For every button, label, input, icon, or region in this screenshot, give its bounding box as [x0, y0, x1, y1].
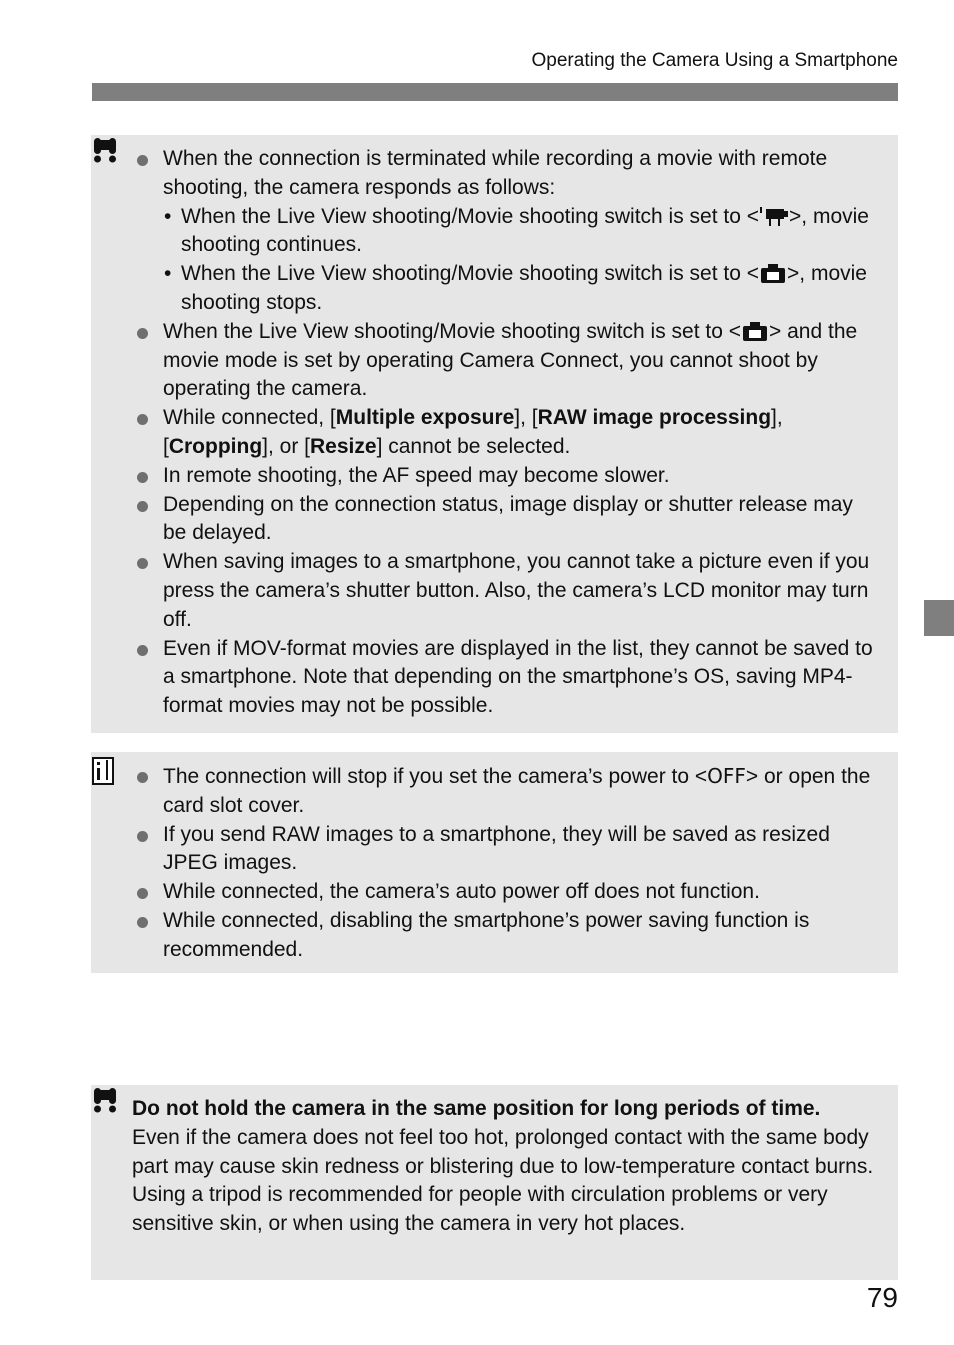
sub-item-text: >, movie shooting continues.: [181, 204, 869, 257]
list-item: [136, 145, 880, 318]
off-mark: OFF: [707, 764, 746, 788]
bullet: [137, 472, 148, 483]
item-text: Depending on the connection status, image display or shutter release may be delayed.: [163, 492, 853, 545]
menu-term: RAW image processing: [537, 406, 772, 430]
bullet: [137, 645, 148, 656]
bullet: [137, 501, 148, 512]
page-number: 79: [866, 1282, 898, 1313]
item-text: When saving images to a smartphone, you cannot take a picture even if you press the camera’s shutter button. Also, the camera’s LCD monitor may turn off.: [163, 550, 870, 631]
warning-title: Do not hold the camera in the same position for long periods of time.: [132, 1097, 821, 1120]
bullet: [137, 328, 148, 339]
sub-item: [136, 260, 880, 318]
sub-item-text: >, movie shooting stops.: [181, 262, 867, 314]
menu-term: Cropping: [168, 434, 263, 458]
list-item: [136, 878, 880, 907]
list-item: [136, 907, 880, 965]
item-text: When the connection is terminated while recording a movie with remote shooting, the camera responds as follows:: [163, 147, 828, 199]
menu-term: Multiple exposure: [335, 406, 515, 430]
header-bar: [92, 83, 898, 101]
bullet: [137, 414, 148, 425]
sub-item-text: When the Live View shooting/Movie shooting switch is set to <: [181, 262, 760, 286]
warning-box: [91, 1085, 898, 1280]
list-item: [136, 404, 880, 462]
camera-icon: [742, 321, 768, 341]
memo-icon: [91, 756, 115, 786]
caution-box: [91, 135, 898, 733]
item-text: If you send RAW images to a smartphone, they will be saved as resized JPEG images.: [163, 822, 830, 875]
item-text: When the Live View shooting/Movie shooting switch is set to <: [163, 319, 742, 343]
bullet: [137, 772, 148, 783]
side-tab: [924, 600, 954, 636]
list-item: [136, 462, 880, 491]
movie-icon: [760, 206, 788, 226]
item-text: The connection will stop if you set the camera’s power to <: [163, 765, 708, 788]
list-item: [136, 491, 880, 549]
bullet: [137, 155, 148, 166]
menu-term: Resize: [310, 434, 377, 458]
bullet: [137, 917, 148, 928]
list-item: [136, 318, 880, 404]
sub-bullet: •: [164, 204, 172, 228]
item-text: ], [: [163, 406, 783, 458]
warning-body: Even if the camera does not feel too hot, prolonged contact with the same body part may cause skin redness or blistering due to low-temperature contact burns. Using a tripod is recommended for people with circulation problems or very sensitive skin, or when using the camera in very hot places.: [132, 1125, 874, 1236]
sub-item-text: When the Live View shooting/Movie shooting switch is set to <: [181, 204, 760, 228]
item-text: While connected, the camera’s auto power off does not function.: [163, 880, 760, 904]
item-text: ], or [: [262, 434, 311, 458]
caution-icon: [91, 1087, 121, 1113]
item-text: While connected, disabling the smartphone’s power saving function is recommended.: [163, 908, 810, 961]
list-item: [136, 635, 880, 721]
item-text: > and the movie mode is set by operating Camera Connect, you cannot shoot by operating the camera.: [163, 319, 858, 401]
bullet: [137, 831, 148, 842]
header-title: Operating the Camera Using a Smartphone: [531, 50, 898, 71]
camera-icon: [760, 263, 786, 283]
list-item: [136, 762, 880, 821]
item-text: > or open the card slot cover.: [163, 765, 871, 817]
sub-bullet: •: [164, 262, 172, 286]
item-text: While connected, [: [163, 406, 336, 430]
list-item: [136, 821, 880, 879]
bullet: [137, 888, 148, 899]
item-text: ] cannot be selected.: [376, 434, 571, 458]
item-text: In remote shooting, the AF speed may become slower.: [163, 463, 670, 487]
sub-item: [136, 203, 880, 261]
caution-icon: [91, 137, 121, 163]
item-text: Even if MOV-format movies are displayed in the list, they cannot be saved to a smartphone. Note that depending on the smartphone’s OS, saving MP4-format movies may not be possible.: [163, 636, 873, 718]
memo-box: [91, 752, 898, 973]
list-item: [136, 548, 880, 634]
item-text: ], [: [514, 406, 538, 430]
bullet: [137, 558, 148, 569]
